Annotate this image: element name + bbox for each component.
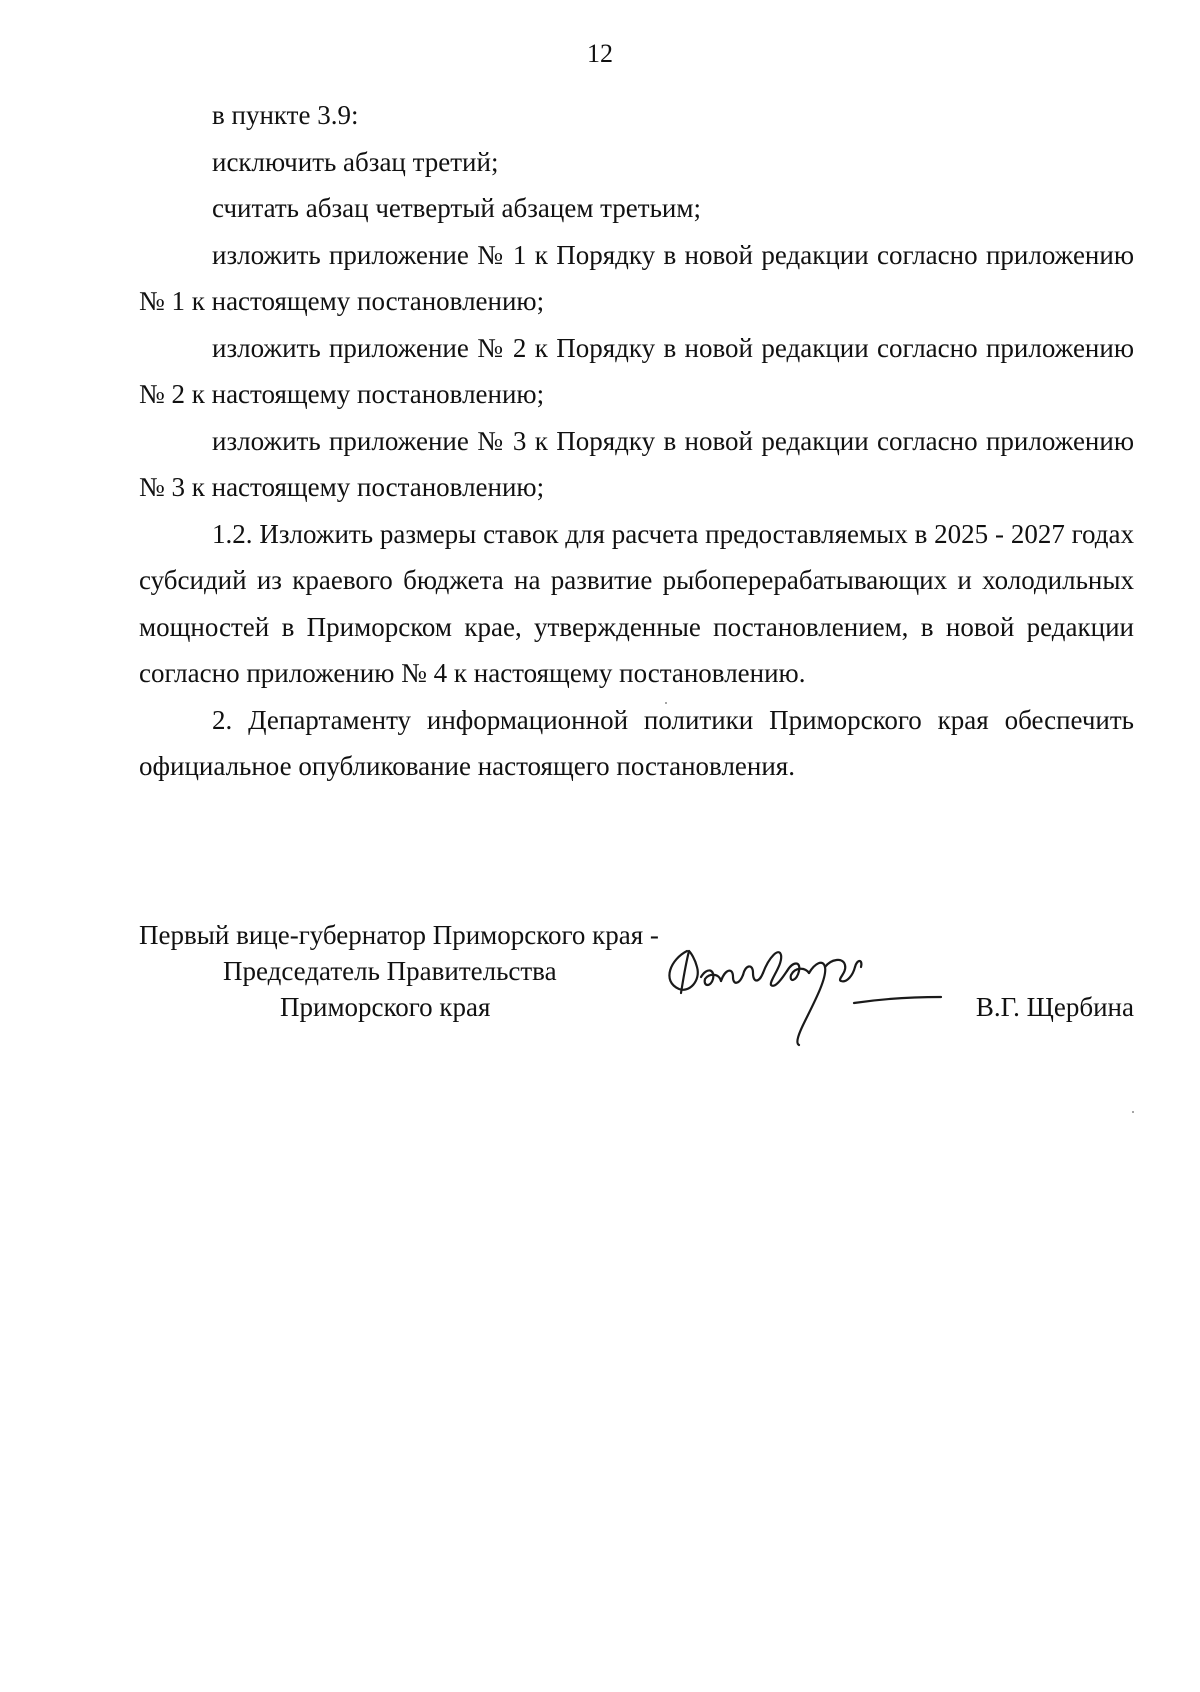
signatory-title-line-1: Первый вице-губернатор Приморского края - [139, 920, 659, 950]
scan-speck [1132, 1111, 1134, 1113]
paragraph-exclude-third: исключить абзац третий; [212, 146, 499, 177]
scan-speck [665, 702, 667, 704]
paragraph-renumber-fourth: считать абзац четвертый абзацем третьим; [212, 193, 701, 223]
signature-block [139, 917, 1134, 1057]
page-number: 12 [587, 39, 613, 68]
signatory-title-line-2: Председатель Правительства [223, 956, 557, 986]
signatory-title-line-3: Приморского края [280, 992, 491, 1022]
handwritten-signature [649, 937, 949, 1057]
paragraph-item-2: 2. Департаменту информационной политики Приморского края обеспечить официальное опубликование настоящего постановления. [139, 704, 1134, 781]
paragraph-appendix-3: изложить приложение № 3 к Порядку в новой редакции согласно приложению № 3 к настоящему постановлению; [139, 425, 1134, 502]
paragraph-appendix-2: изложить приложение № 2 к Порядку в новой редакции согласно приложению № 2 к настоящему постановлению; [139, 332, 1134, 409]
paragraph-point-3-9: в пункте 3.9: [212, 100, 359, 130]
paragraph-item-1-2: 1.2. Изложить размеры ставок для расчета предоставляемых в 2025 - 2027 годах субсидий из краевого бюджета на развитие рыбоперерабатывающих и холодильных мощностей в Приморском крае, утвержденные постановлением, в новой редакции согласно приложению № 4 к настоящему постановлению. [139, 518, 1134, 688]
document-body [139, 92, 1134, 790]
paragraph-appendix-1: изложить приложение № 1 к Порядку в новой редакции согласно приложению № 1 к настоящему постановлению; [139, 239, 1134, 316]
signer-name: В.Г. Щербина [975, 992, 1134, 1022]
